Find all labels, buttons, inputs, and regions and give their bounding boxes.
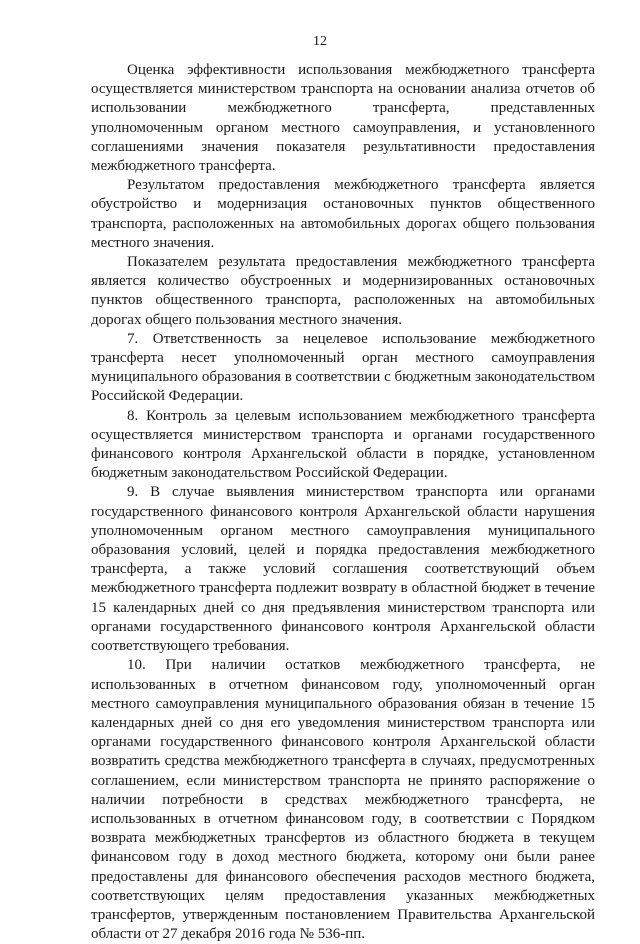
- paragraph-item-9: 9. В случае выявления министерством транспорта или органами государственного финансового контроля Архангельской области нарушения уполномоченным органом местного самоуправления муниципального образования условий, целей и порядка предоставления межбюджетного трансферта, а также условий соглашения соответствующий объем межбюджетного трансферта подлежит возврату в областной бюджет в течение 15 календарных дней со дня предъявления министерством транспорта или органами государственного финансового контроля Архангельской области соответствующего требования.: [91, 484, 595, 655]
- paragraph-item-8: 8. Контроль за целевым использованием межбюджетного трансферта осуществляется министерством транспорта и органами государственного финансового контроля Архангельской области в порядке, установленном бюджетным законодательством Российской Федерации.: [91, 407, 595, 482]
- paragraph-item-7: 7. Ответственность за нецелевое использование межбюджетного трансферта несет уполномоченный орган местного самоуправления муниципального образования в соответствии с бюджетным законодательством Российской Федерации.: [91, 330, 595, 405]
- paragraph-result: Результатом предоставления межбюджетного трансферта является обустройство и модернизация остановочных пунктов общественного транспорта, расположенных на автомобильных дорогах общего пользования местного значения.: [91, 177, 595, 251]
- page-number: 12: [313, 34, 327, 49]
- paragraph-result-indicator: Показателем результата предоставления межбюджетного трансферта является количество обустроенных и модернизированных остановочных пунктов общественного транспорта, расположенных на автомобильных дорогах общего пользования местного значения.: [91, 254, 595, 328]
- document-body: [91, 61, 595, 944]
- paragraph-item-10: 10. При наличии остатков межбюджетного трансферта, не использованных в отчетном финансовом году, уполномоченный орган местного самоуправления муниципального образования обязан в течение 15 календарных дней со дня его уведомления министерством транспорта или органами государственного финансового контроля Архангельской области возвратить средства межбюджетного трансферта в случаях, предусмотренных соглашением, если министерством транспорта не принято распоряжение о наличии потребности в средствах межбюджетного трансферта, не использованных в отчетном финансовом году, в соответствии с Порядком возврата межбюджетных трансфертов из областного бюджета в текущем финансовом году в доход местного бюджета, которому они были ранее предоставлены для финансового обеспечения расходов местного бюджета, соответствующих целям предоставления указанных межбюджетных трансфертов, утвержденным постановлением Правительства Архангельской области от 27 декабря 2016 года № 536-пп.: [91, 657, 595, 943]
- paragraph-efficiency-assessment: Оценка эффективности использования межбюджетного трансферта осуществляется министерством транспорта на основании анализа отчетов об использовании межбюджетного трансферта, представленных уполномоченным органом местного самоуправления, и установленного соглашениями значения показателя результативности предоставления межбюджетного трансферта.: [91, 62, 595, 175]
